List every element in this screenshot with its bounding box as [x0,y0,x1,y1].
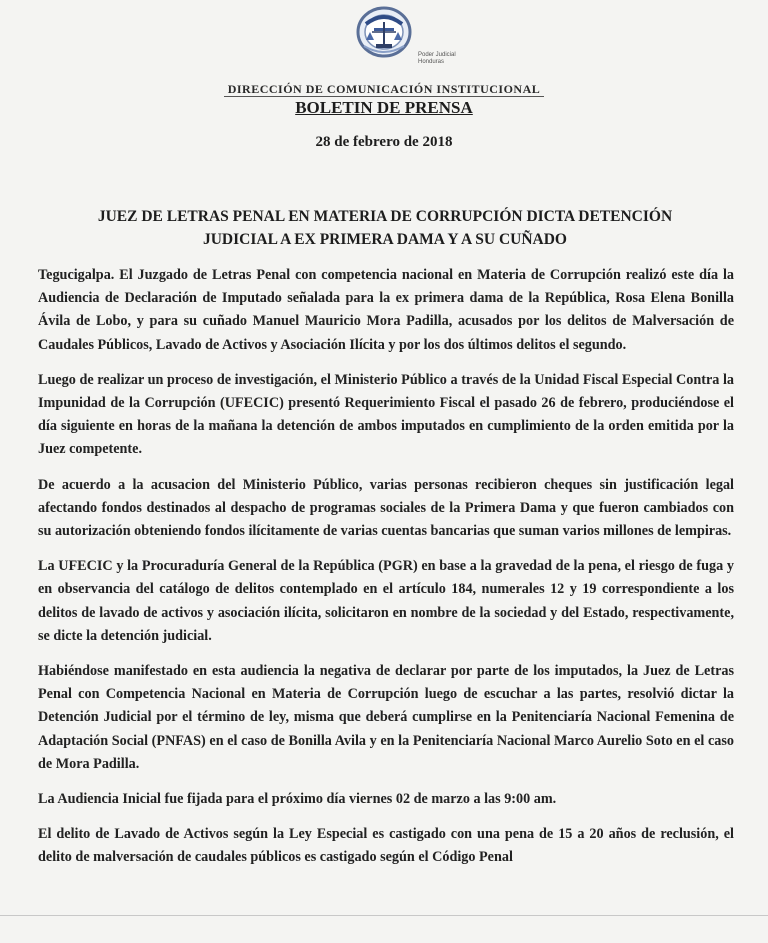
paragraph: El delito de Lavado de Activos según la Ley Especial es castigado con una pena de 15 a 20 años de reclusión, el delito de malversación de caudales públicos es castigado según el Código Penal [38,826,734,866]
release-date: 28 de febrero de 2018 [315,134,453,150]
headline-line-2: JUDICIAL A EX PRIMERA DAMA Y A SU CUÑADO [202,231,567,248]
bulletin-title-text: BOLETIN DE PRENSA [295,98,473,117]
logo-caption-line-2: Honduras [418,59,445,65]
paragraph: La UFECIC y la Procuraduría General de la República (PGR) en base a la gravedad de la pena, el riesgo de fuga y en observancia del catálogo de delitos contemplado en el artículo 184, numerales 12 y 19 correspondiente a los delitos de lavado de activos y asociación ilícita, solicitaron en nombre de la sociedad y del Estado, respectivamente, se dicte la detención judicial. [38,558,734,644]
bulletin-title [0,98,768,118]
paragraph: De acuerdo a la acusacion del Ministerio Público, varias personas recibieron cheques sin justificación legal afectando fondos destinados al despacho de programas sociales de la Primera Dama y que fueron cambiados con su autorización obteniendo fondos ilícitamente de varias cuentas bancarias que suman varios millones de lempiras. [38,476,734,540]
header-divider [224,96,544,97]
logo-area [0,0,768,78]
logo-caption [418,52,456,66]
judicial-seal-logo [352,2,416,66]
headline [40,205,730,251]
bottom-fade [0,902,768,943]
paragraph: La Audiencia Inicial fue fijada para el próximo día viernes 02 de marzo a las 9:00 am. [38,791,557,808]
paragraph: Luego de realizar un proceso de investigación, el Ministerio Público a través de la Unidad Fiscal Especial Contra la Impunidad de la Corrupción (UFECIC) presentó Requerimiento Fiscal el pasado 26 de febrero, produciéndose el día siguiente en horas de la mañana la detención de ambos imputados en cumplimiento de la orden emitida por la Juez competente. [38,371,734,458]
headline-line-1: JUEZ DE LETRAS PENAL EN MATERIA DE CORRUPCIÓN DICTA DETENCIÓN [97,208,673,225]
paragraph: Habiéndose manifestado en esta audiencia la negativa de declarar por parte de los imputados, la Juez de Letras Penal con Competencia Nacional en Materia de Corrupción luego de escuchar a las partes, resolvió dictar la Detención Judicial por el término de ley, misma que deberá cumplirse en la Penitenciaría Nacional Femenina de Adaptación Social (PNFAS) en el caso de Bonilla Avila y en la Penitenciaría Nacional Marco Aurelio Soto en el caso de Mora Padilla. [38,663,734,772]
logo-caption-line-1: Poder Judicial [418,52,456,58]
bottom-edge-line [0,915,768,916]
department-heading: DIRECCIÓN DE COMUNICACIÓN INSTITUCIONAL [227,82,541,96]
paragraph: Tegucigalpa. El Juzgado de Letras Penal con competencia nacional en Materia de Corrupción realizó este día la Audiencia de Declaración de Imputado señalada para la ex primera dama de la República, Rosa Elena Bonilla Ávila de Lobo, y para su cuñado Manuel Mauricio Mora Padilla, acusados por los delitos de Malversación de Caudales Públicos, Lavado de Activos y Asociación Ilícita y por los dos últimos delitos el segundo. [38,267,734,353]
article-body [38,264,734,882]
